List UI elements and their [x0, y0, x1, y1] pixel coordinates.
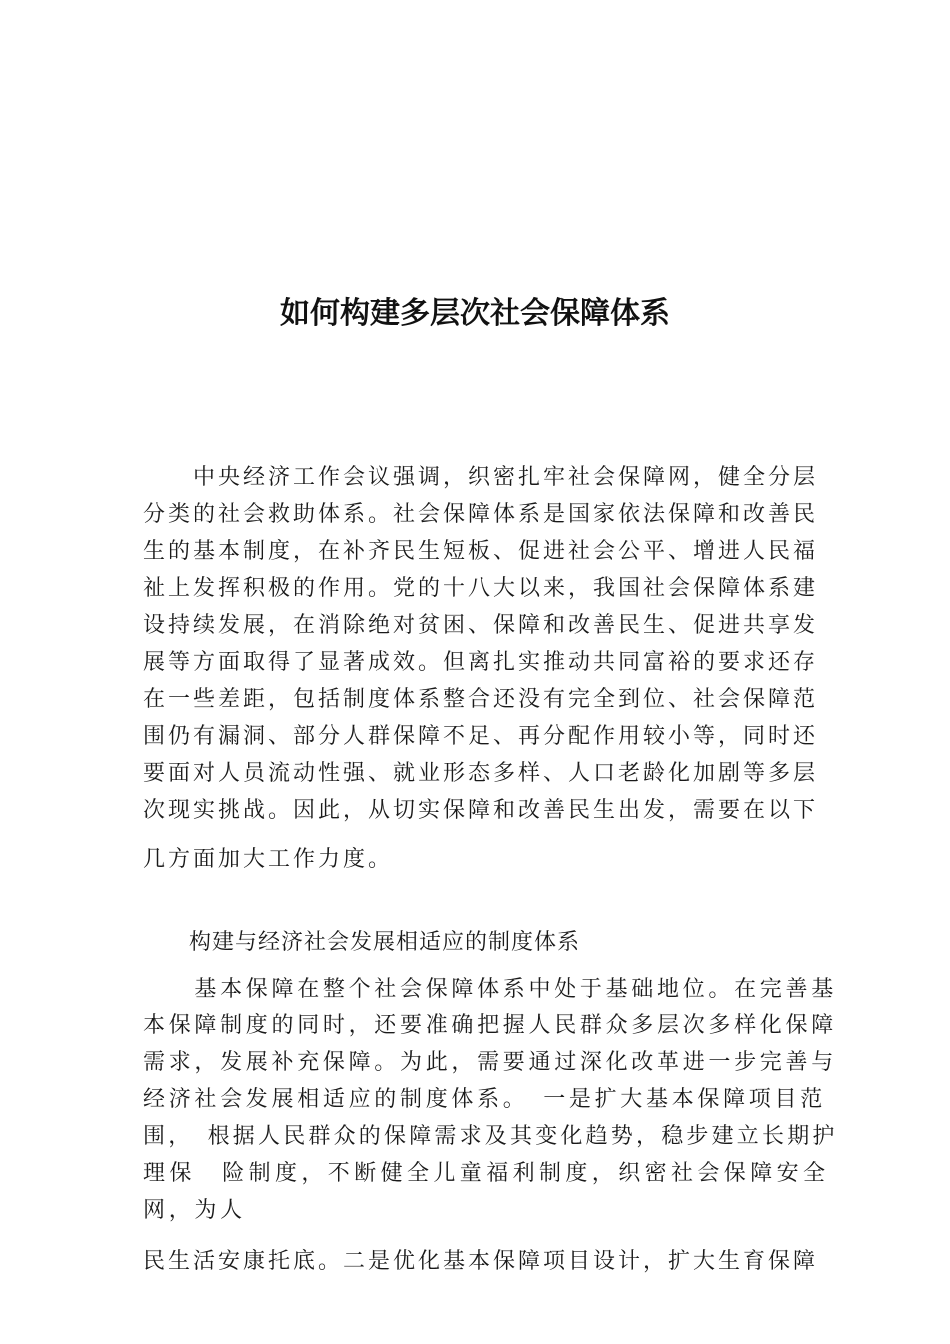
section-heading: 构建与经济社会发展相适应的制度体系 — [143, 930, 581, 955]
paragraph-line: 祉上发挥积极的作用。党的十八大以来，我国社会保障体系建 — [143, 576, 819, 601]
paragraph-line: 围， 根据人民群众的保障需求及其变化趋势，稳步建立长期护 — [143, 1124, 838, 1149]
paragraph-line: 在一些差距，包括制度体系整合还没有完全到位、社会保障范 — [143, 687, 819, 712]
paragraph-line: 围仍有漏洞、部分人群保障不足、再分配作用较小等，同时还 — [143, 724, 819, 749]
paragraph-line: 展等方面取得了显著成效。但离扎实推动共同富裕的要求还存 — [143, 650, 819, 675]
paragraph-line: 中央经济工作会议强调，织密扎牢社会保障网，健全分层 — [143, 465, 819, 490]
paragraph-line: 几方面加大工作力度。 — [143, 847, 394, 872]
paragraph-line: 设持续发展，在消除绝对贫困、保障和改善民生、促进共享发 — [143, 613, 819, 638]
paragraph-line: 分类的社会救助体系。社会保障体系是国家依法保障和改善民 — [143, 502, 819, 527]
document-title: 如何构建多层次社会保障体系 — [280, 296, 670, 331]
paragraph-line: 理保 险制度，不断健全儿童福利制度，织密社会保障安全 — [143, 1161, 830, 1186]
paragraph-line: 民生活安康托底。二是优化基本保障项目设计，扩大生育保障 — [143, 1249, 819, 1274]
paragraph-line: 需求，发展补充保障。为此，需要通过深化改革进一步完善与 — [143, 1050, 837, 1075]
paragraph-line: 生的基本制度，在补齐民生短板、促进社会公平、增进人民福 — [143, 539, 819, 564]
paragraph-line: 本保障制度的同时，还要准确把握人民群众多层次多样化保障 — [143, 1013, 837, 1038]
paragraph-line: 次现实挑战。因此，从切实保障和改善民生出发，需要在以下 — [143, 798, 819, 823]
paragraph-line: 网，为人 — [143, 1198, 246, 1223]
paragraph-line: 经济社会发展相适应的制度体系。 一是扩大基本保障项目范 — [143, 1087, 826, 1112]
paragraph-line: 要面对人员流动性强、就业形态多样、人口老龄化加剧等多层 — [143, 761, 819, 786]
paragraph-line: 基本保障在整个社会保障体系中处于基础地位。在完善基 — [143, 977, 837, 1002]
